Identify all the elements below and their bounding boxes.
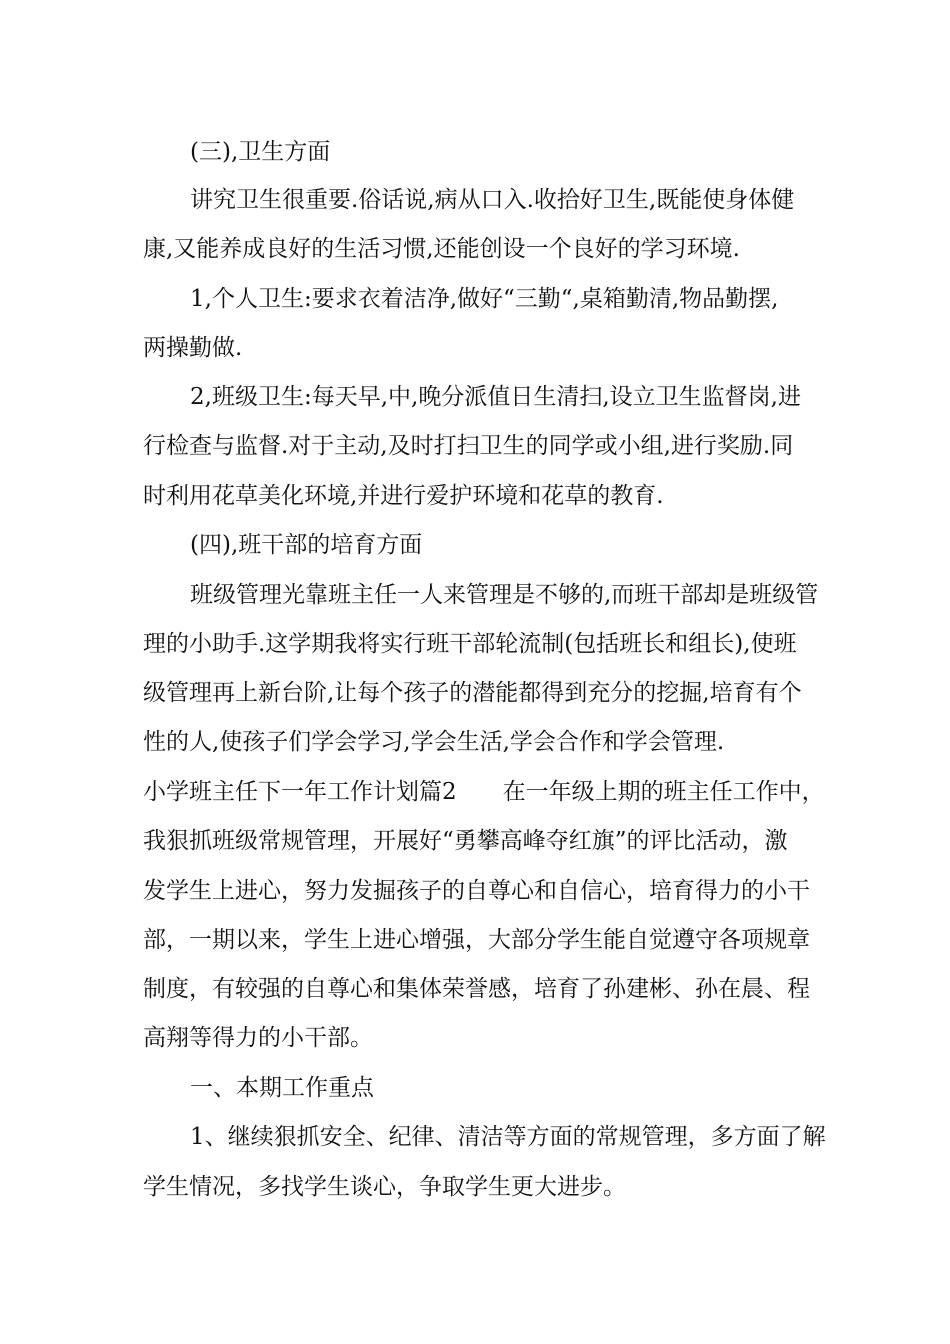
paragraph-line: 学生情况，多找学生谈心，争取学生更大进步。: [143, 1174, 626, 1200]
paragraph-line: 性的人,使孩子们学会学习,学会生活,学会合作和学会管理.: [143, 729, 725, 755]
paragraph-line: 理的小助手.这学期我将实行班干部轮流制(包括班长和组长),使班: [143, 631, 797, 657]
paragraph-line: 两操勤做.: [143, 335, 243, 361]
paragraph-line: 行检查与监督.对于主动,及时打扫卫生的同学或小组,进行奖励.同: [143, 433, 794, 459]
paragraph-line: 1、继续狠抓安全、纪律、清洁等方面的常规管理，多方面了解: [190, 1124, 826, 1150]
paragraph-line: 级管理再上新台阶,让每个孩子的潜能都得到充分的挖掘,培育有个: [143, 680, 802, 706]
paragraph-line: 讲究卫生很重要.俗话说,病从口入.收拾好卫生,既能使身体健: [190, 187, 795, 213]
article-title-line: [0, 777, 950, 807]
section-heading-hygiene: (三),卫生方面: [190, 139, 331, 165]
section-heading-focus: 一、本期工作重点: [190, 1075, 374, 1101]
paragraph-line: 我狠抓班级常规管理，开展好“勇攀高峰夺红旗”的评比活动，激: [143, 828, 788, 854]
section-heading-class-cadres: (四),班干部的培育方面: [190, 532, 423, 558]
paragraph-line: 2,班级卫生:每天早,中,晚分派值日生清扫,设立卫生监督岗,进: [190, 384, 801, 410]
paragraph-start: 在一年级上期的班主任工作中，: [502, 779, 825, 805]
paragraph-line: 时利用花草美化环境,并进行爱护环境和花草的教育.: [143, 483, 664, 509]
article-title: 小学班主任下一年工作计划篇2: [143, 779, 457, 805]
paragraph-line: 班级管理光靠班主任一人来管理是不够的,而班干部却是班级管: [190, 582, 819, 608]
paragraph-line: 高翔等得力的小干部。: [143, 1025, 373, 1051]
paragraph-line: 制度，有较强的自尊心和集体荣誉感，培育了孙建彬、孙在晨、程: [143, 976, 810, 1002]
paragraph-line: 部，一期以来，学生上进心增强，大部分学生能自觉遵守各项规章: [143, 927, 810, 953]
paragraph-line: 发学生上进心，努力发掘孩子的自尊心和自信心，培育得力的小干: [143, 878, 810, 904]
paragraph-line: 康,又能养成良好的生活习惯,还能创设一个良好的学习环境.: [143, 236, 740, 262]
paragraph-line: 1,个人卫生:要求衣着洁净,做好“三勤“,桌箱勤清,物品勤摆,: [190, 286, 779, 312]
